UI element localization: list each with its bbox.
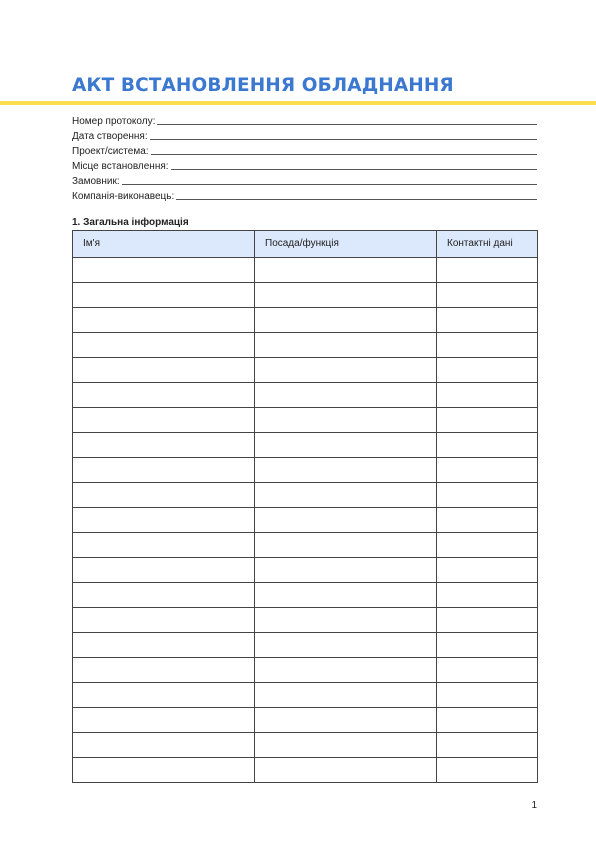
fill-line	[151, 154, 537, 155]
cell-position[interactable]	[255, 608, 437, 633]
cell-position[interactable]	[255, 308, 437, 333]
table-row	[73, 558, 538, 583]
cell-position[interactable]	[255, 758, 437, 783]
cell-name[interactable]	[73, 408, 255, 433]
table-row	[73, 508, 538, 533]
cell-position[interactable]	[255, 683, 437, 708]
cell-name[interactable]	[73, 258, 255, 283]
cell-name[interactable]	[73, 533, 255, 558]
field-installation-place[interactable]	[72, 157, 537, 172]
cell-position[interactable]	[255, 433, 437, 458]
cell-contacts[interactable]	[437, 758, 538, 783]
table-row	[73, 633, 538, 658]
field-protocol-number[interactable]	[72, 112, 537, 127]
cell-contacts[interactable]	[437, 283, 538, 308]
column-header-contacts: Контактні дані	[437, 231, 538, 258]
table-row	[73, 433, 538, 458]
cell-position[interactable]	[255, 733, 437, 758]
cell-name[interactable]	[73, 583, 255, 608]
cell-name[interactable]	[73, 608, 255, 633]
cell-contacts[interactable]	[437, 458, 538, 483]
cell-contacts[interactable]	[437, 408, 538, 433]
cell-name[interactable]	[73, 308, 255, 333]
column-header-name: Ім'я	[73, 231, 255, 258]
cell-position[interactable]	[255, 408, 437, 433]
cell-position[interactable]	[255, 483, 437, 508]
field-label: Замовник:	[72, 176, 120, 187]
table-row	[73, 733, 538, 758]
cell-name[interactable]	[73, 733, 255, 758]
fill-line	[171, 169, 537, 170]
cell-contacts[interactable]	[437, 658, 538, 683]
table-row	[73, 408, 538, 433]
cell-position[interactable]	[255, 283, 437, 308]
cell-name[interactable]	[73, 333, 255, 358]
cell-contacts[interactable]	[437, 383, 538, 408]
field-label: Компанія-виконавець:	[72, 191, 175, 202]
section-title: 1. Загальна інформація	[72, 217, 189, 228]
table-body	[73, 258, 538, 783]
cell-contacts[interactable]	[437, 433, 538, 458]
table-row	[73, 358, 538, 383]
cell-name[interactable]	[73, 358, 255, 383]
fill-line	[122, 184, 537, 185]
cell-position[interactable]	[255, 358, 437, 383]
cell-name[interactable]	[73, 433, 255, 458]
fill-line	[150, 139, 537, 140]
cell-name[interactable]	[73, 633, 255, 658]
cell-name[interactable]	[73, 458, 255, 483]
table-row	[73, 758, 538, 783]
table-row	[73, 308, 538, 333]
table-row	[73, 708, 538, 733]
cell-contacts[interactable]	[437, 258, 538, 283]
cell-name[interactable]	[73, 683, 255, 708]
cell-position[interactable]	[255, 708, 437, 733]
cell-contacts[interactable]	[437, 508, 538, 533]
cell-position[interactable]	[255, 508, 437, 533]
table-row	[73, 383, 538, 408]
cell-name[interactable]	[73, 708, 255, 733]
cell-position[interactable]	[255, 633, 437, 658]
cell-name[interactable]	[73, 383, 255, 408]
table-row	[73, 258, 538, 283]
cell-contacts[interactable]	[437, 533, 538, 558]
cell-contacts[interactable]	[437, 333, 538, 358]
column-header-position: Посада/функція	[255, 231, 437, 258]
page-number: 1	[531, 800, 537, 811]
cell-name[interactable]	[73, 483, 255, 508]
table-row	[73, 483, 538, 508]
field-label: Номер протоколу:	[72, 116, 156, 127]
field-customer[interactable]	[72, 172, 537, 187]
cell-position[interactable]	[255, 533, 437, 558]
cell-name[interactable]	[73, 508, 255, 533]
cell-contacts[interactable]	[437, 358, 538, 383]
title-underline	[0, 101, 596, 105]
field-project-system[interactable]	[72, 142, 537, 157]
cell-contacts[interactable]	[437, 683, 538, 708]
cell-name[interactable]	[73, 283, 255, 308]
cell-position[interactable]	[255, 258, 437, 283]
cell-contacts[interactable]	[437, 558, 538, 583]
cell-contacts[interactable]	[437, 708, 538, 733]
field-label: Місце встановлення:	[72, 161, 169, 172]
header-fields	[72, 112, 537, 202]
table-row	[73, 683, 538, 708]
field-creation-date[interactable]	[72, 127, 537, 142]
field-label: Проект/система:	[72, 146, 149, 157]
cell-name[interactable]	[73, 658, 255, 683]
table-row	[73, 283, 538, 308]
cell-contacts[interactable]	[437, 483, 538, 508]
table-row	[73, 658, 538, 683]
field-contractor-company[interactable]	[72, 187, 537, 202]
cell-position[interactable]	[255, 458, 437, 483]
cell-contacts[interactable]	[437, 308, 538, 333]
cell-position[interactable]	[255, 558, 437, 583]
table-row	[73, 533, 538, 558]
fill-line	[157, 124, 537, 125]
fill-line	[176, 199, 537, 200]
table-row	[73, 583, 538, 608]
cell-name[interactable]	[73, 558, 255, 583]
document-title: АКТ ВСТАНОВЛЕННЯ ОБЛАДНАННЯ	[72, 75, 454, 96]
table-row	[73, 333, 538, 358]
cell-position[interactable]	[255, 658, 437, 683]
table-header-row	[73, 231, 538, 258]
cell-position[interactable]	[255, 333, 437, 358]
cell-position[interactable]	[255, 383, 437, 408]
cell-contacts[interactable]	[437, 633, 538, 658]
cell-contacts[interactable]	[437, 583, 538, 608]
cell-contacts[interactable]	[437, 608, 538, 633]
contacts-table	[72, 230, 538, 783]
cell-position[interactable]	[255, 583, 437, 608]
table-row	[73, 458, 538, 483]
cell-contacts[interactable]	[437, 733, 538, 758]
table-row	[73, 608, 538, 633]
cell-name[interactable]	[73, 758, 255, 783]
field-label: Дата створення:	[72, 131, 148, 142]
